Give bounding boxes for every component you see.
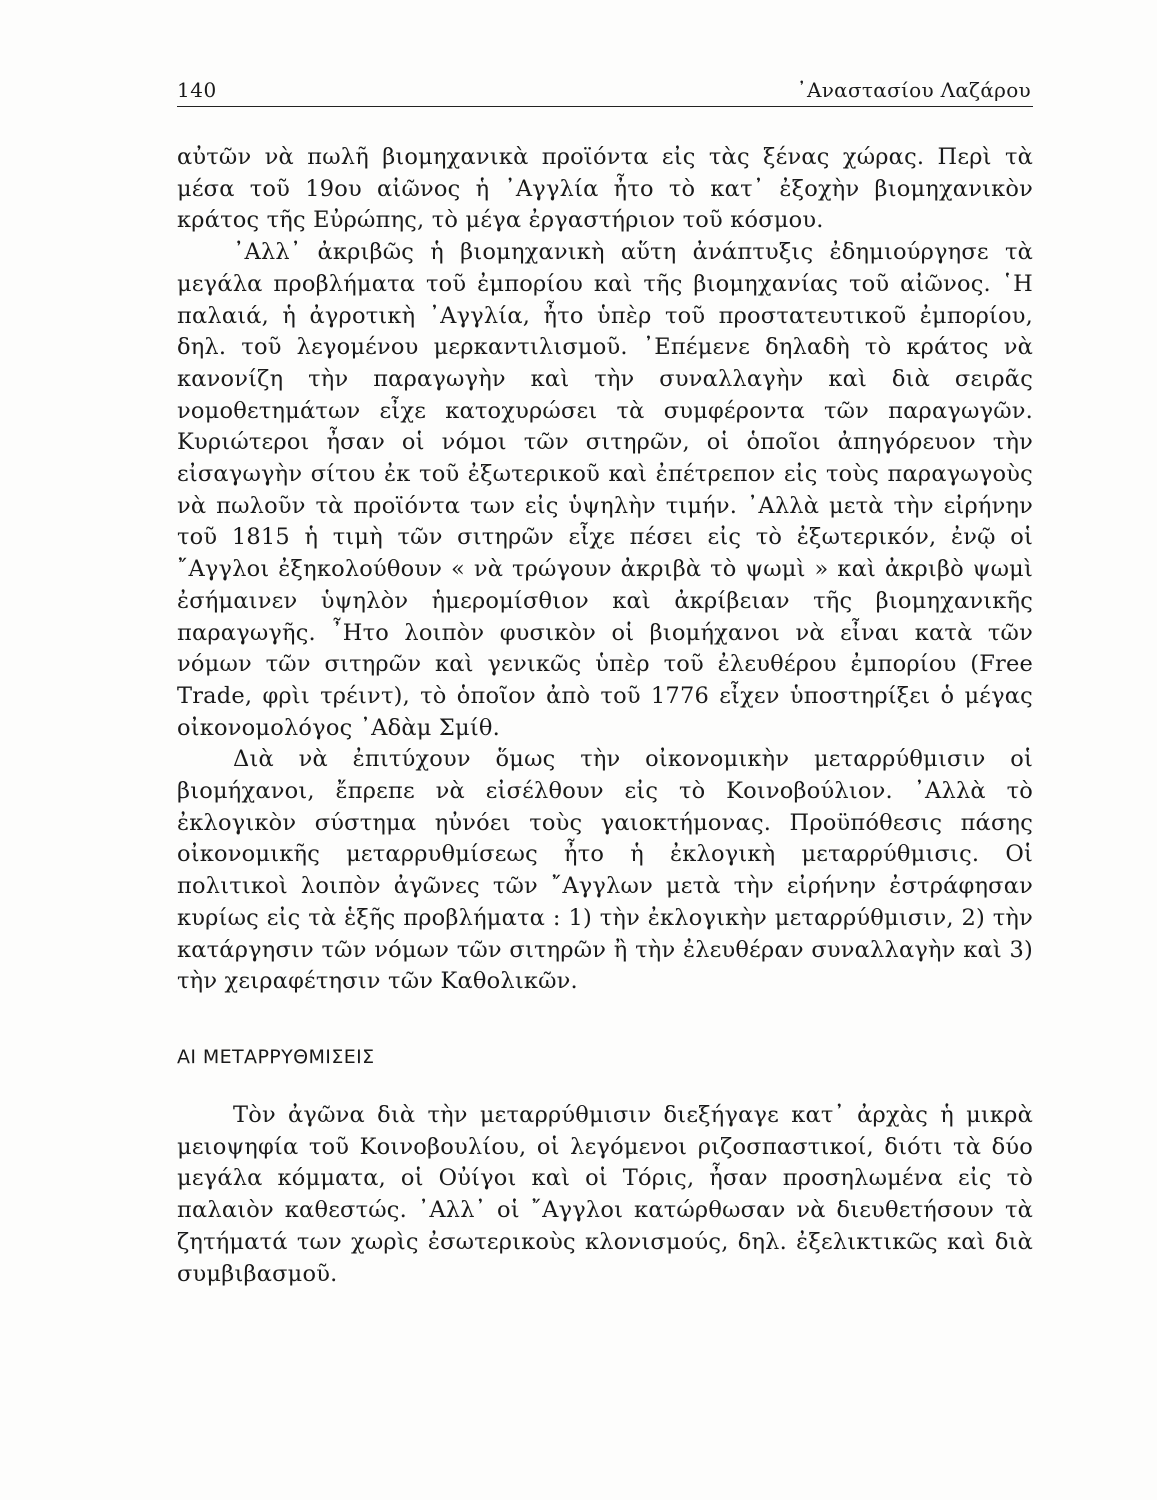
section-paragraph: Τὸν ἀγῶνα διὰ τὴν μεταρρύθμισιν διεξήγαγε κατ᾿ ἀρχὰς ἡ μικρὰ μειοψηφία τοῦ Κοινοβουλίου, οἱ λεγόμενοι ριζοσπαστικοί, διότι τὰ δύο μεγάλα κόμματα, οἱ Οὐίγοι καὶ οἱ Τόρις, ἦσαν προσηλωμένα εἰς τὸ παλαιὸν καθεστώς. ᾿Αλλ᾿ οἱ ῎Αγγλοι κατώρθωσαν νὰ διευθετήσουν τὰ ζητήματά των χωρὶς ἐσωτερικοὺς κλονισμούς, δηλ. ἐξελικτικῶς καὶ διὰ συμβιβασμοῦ. — [177, 1101, 1033, 1287]
body-text — [177, 142, 1033, 1290]
page-number: 140 — [177, 78, 217, 102]
running-head — [177, 72, 1033, 107]
running-head-author: ᾿Αναστασίου Λαζάρου — [796, 78, 1031, 102]
section-heading: ΑΙ ΜΕΤΑΡΡΥΘΜΙΣΕΙΣ — [177, 1045, 375, 1068]
paragraph-2: ᾿Αλλ᾿ ἀκριβῶς ἡ βιομηχανικὴ αὕτη ἀνάπτυξις ἐδημιούργησε τὰ μεγάλα προβλήματα τοῦ ἐμπορίου καὶ τῆς βιομηχανίας τοῦ αἰῶνος. ῾Η παλαιά, ἡ ἀγροτικὴ ᾿Αγγλία, ἦτο ὑπὲρ τοῦ προστατευτικοῦ ἐμπορίου, δηλ. τοῦ λεγομένου μερκαντιλισμοῦ. ᾿Επέμενε δηλαδὴ τὸ κράτος νὰ κανονίζη τὴν παραγωγὴν καὶ τὴν συναλλαγὴν καὶ διὰ σειρᾶς νομοθετημάτων εἶχε κατοχυρώσει τὰ συμφέροντα τῶν παραγωγῶν. Κυριώτεροι ἦσαν οἱ νόμοι τῶν σιτηρῶν, οἱ ὁποῖοι ἀπηγόρευον τὴν εἰσαγωγὴν σίτου ἐκ τοῦ ἐξωτερικοῦ καὶ ἐπέτρεπον εἰς τοὺς παραγωγοὺς νὰ πωλοῦν τὰ προϊόντα των εἰς ὑψηλὴν τιμήν. ᾿Αλλὰ μετὰ τὴν εἰρήνην τοῦ 1815 ἡ τιμὴ τῶν σιτηρῶν εἶχε πέσει εἰς τὸ ἐξωτερικόν, ἐνῷ οἱ ῎Αγγλοι ἐξηκολούθουν « νὰ τρώγουν ἀκριβὰ τὸ ψωμὶ » καὶ ἀκριβὸ ψωμὶ ἐσήμαινεν ὑψηλὸν ἡμερομίσθιον καὶ ἀκρίβειαν τῆς βιομηχανικῆς παραγωγῆς. ῏Ητο λοιπὸν φυσικὸν οἱ βιομήχανοι νὰ εἶναι κατὰ τῶν νόμων τῶν σιτηρῶν καὶ γενικῶς ὑπὲρ τοῦ ἐλευθέρου ἐμπορίου (Free Trade, φρὶι τρέιντ), τὸ ὁποῖον ἀπὸ τοῦ 1776 εἶχεν ὑποστηρίξει ὁ μέγας οἰκονομολόγος ᾿Αδὰμ Σμίθ. — [177, 239, 1033, 741]
paragraph-1: αὐτῶν νὰ πωλῆ βιομηχανικὰ προϊόντα εἰς τὰς ξένας χώρας. Περὶ τὰ μέσα τοῦ 19ου αἰῶνος ἡ ᾿Αγγλία ἦτο τὸ κατ᾿ ἐξοχὴν βιομηχανικὸν κράτος τῆς Εὐρώπης, τὸ μέγα ἐργαστήριον τοῦ κόσμου. — [177, 144, 1033, 234]
paragraph-3: Διὰ νὰ ἐπιτύχουν ὅμως τὴν οἰκονομικὴν μεταρρύθμισιν οἱ βιομήχανοι, ἔπρεπε νὰ εἰσέλθουν εἰς τὸ Κοινοβούλιον. ᾿Αλλὰ τὸ ἐκλογικὸν σύστημα ηὐνόει τοὺς γαιοκτήμονας. Προϋπόθεσις πάσης οἰκονομικῆς μεταρρυθμίσεως ἦτο ἡ ἐκλογικὴ μεταρρύθμισις. Οἱ πολιτικοὶ λοιπὸν ἀγῶνες τῶν ῎Αγγλων μετὰ τὴν εἰρήνην ἐστράφησαν κυρίως εἰς τὰ ἑξῆς προβλήματα : 1) τὴν ἐκλογικὴν μεταρρύθμισιν, 2) τὴν κατάργησιν τῶν νόμων τῶν σιτηρῶν ἢ τὴν ἐλευθέραν συναλλαγὴν καὶ 3) τὴν χειραφέτησιν τῶν Καθολικῶν. — [177, 746, 1033, 995]
